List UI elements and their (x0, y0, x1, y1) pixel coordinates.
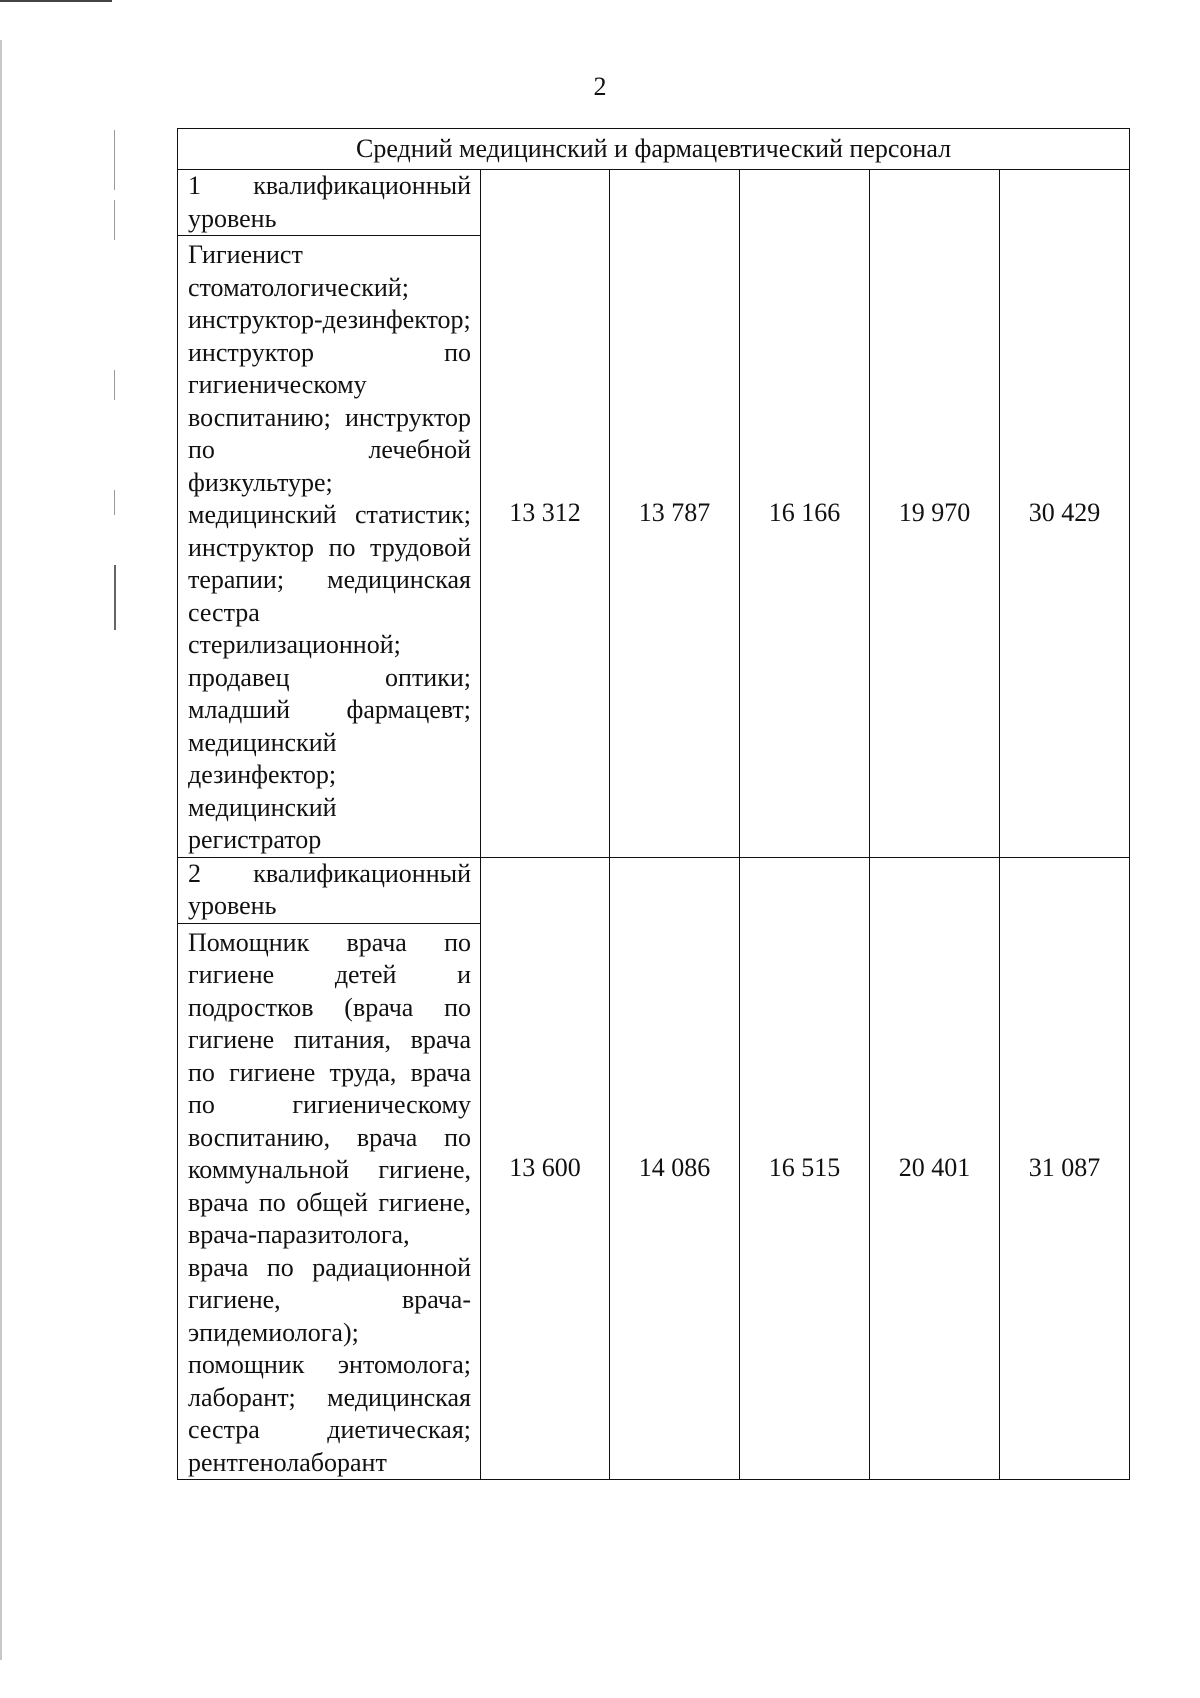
salary-value: 31 087 (1000, 857, 1130, 1480)
table-row (178, 857, 1130, 1480)
scan-mark-3 (114, 370, 115, 400)
salary-value: 14 086 (610, 857, 740, 1480)
salary-value: 13 600 (481, 857, 610, 1480)
qualification-level-number: 2 квалификационный (188, 858, 471, 888)
scan-mark-2 (114, 200, 115, 240)
job-titles-list: Гигиенист стоматологический; инструктор-дезинфектор; инструктор по гигиеническому воспитанию; инструктор по лечебной физкультуре; медицинский статистик; инструктор по трудовой терапии; медицинская сестра стерилизационной; продавец оптики; младший фармацевт; медицинский дезинфектор; медицинский регистратор (188, 240, 471, 854)
qualification-level-title (178, 170, 480, 236)
salary-value: 20 401 (870, 857, 1000, 1480)
qualification-cell (178, 170, 481, 858)
scan-edge-line-top (0, 0, 112, 2)
page-number: 2 (593, 72, 607, 101)
scan-mark-4 (114, 490, 115, 515)
qualification-level-title (178, 858, 480, 924)
table-row (178, 170, 1130, 858)
job-titles-list: Помощник врача по гигиене детей и подростков (врача по гигиене питания, врача по гигиене труда, врача по гигиеническому воспитанию, врача по коммунальной гигиене, врача по общей гигиене, врача-паразитолога, врача по радиационной гигиене, врача-эпидемиолога); помощник энтомолога; лаборант; медицинская сестра диетическая; рентгенолаборант (188, 927, 471, 1477)
salary-table (177, 128, 1130, 1480)
scan-mark-1 (114, 130, 115, 190)
qualification-level-number: 1 квалификационный (188, 171, 471, 200)
salary-value: 16 515 (740, 857, 870, 1480)
salary-value: 13 787 (610, 170, 740, 858)
salary-value: 13 312 (481, 170, 610, 858)
salary-value: 19 970 (870, 170, 1000, 858)
scan-mark-5 (114, 565, 116, 630)
qualification-level-word: уровень (188, 203, 277, 233)
section-header-row (178, 129, 1130, 170)
scan-edge-line-left (0, 40, 2, 1660)
qualification-cell (178, 857, 481, 1480)
section-title: Средний медицинский и фармацевтический персонал (178, 129, 1130, 170)
salary-value: 16 166 (740, 170, 870, 858)
salary-value: 30 429 (1000, 170, 1130, 858)
qualification-level-word: уровень (188, 891, 277, 920)
